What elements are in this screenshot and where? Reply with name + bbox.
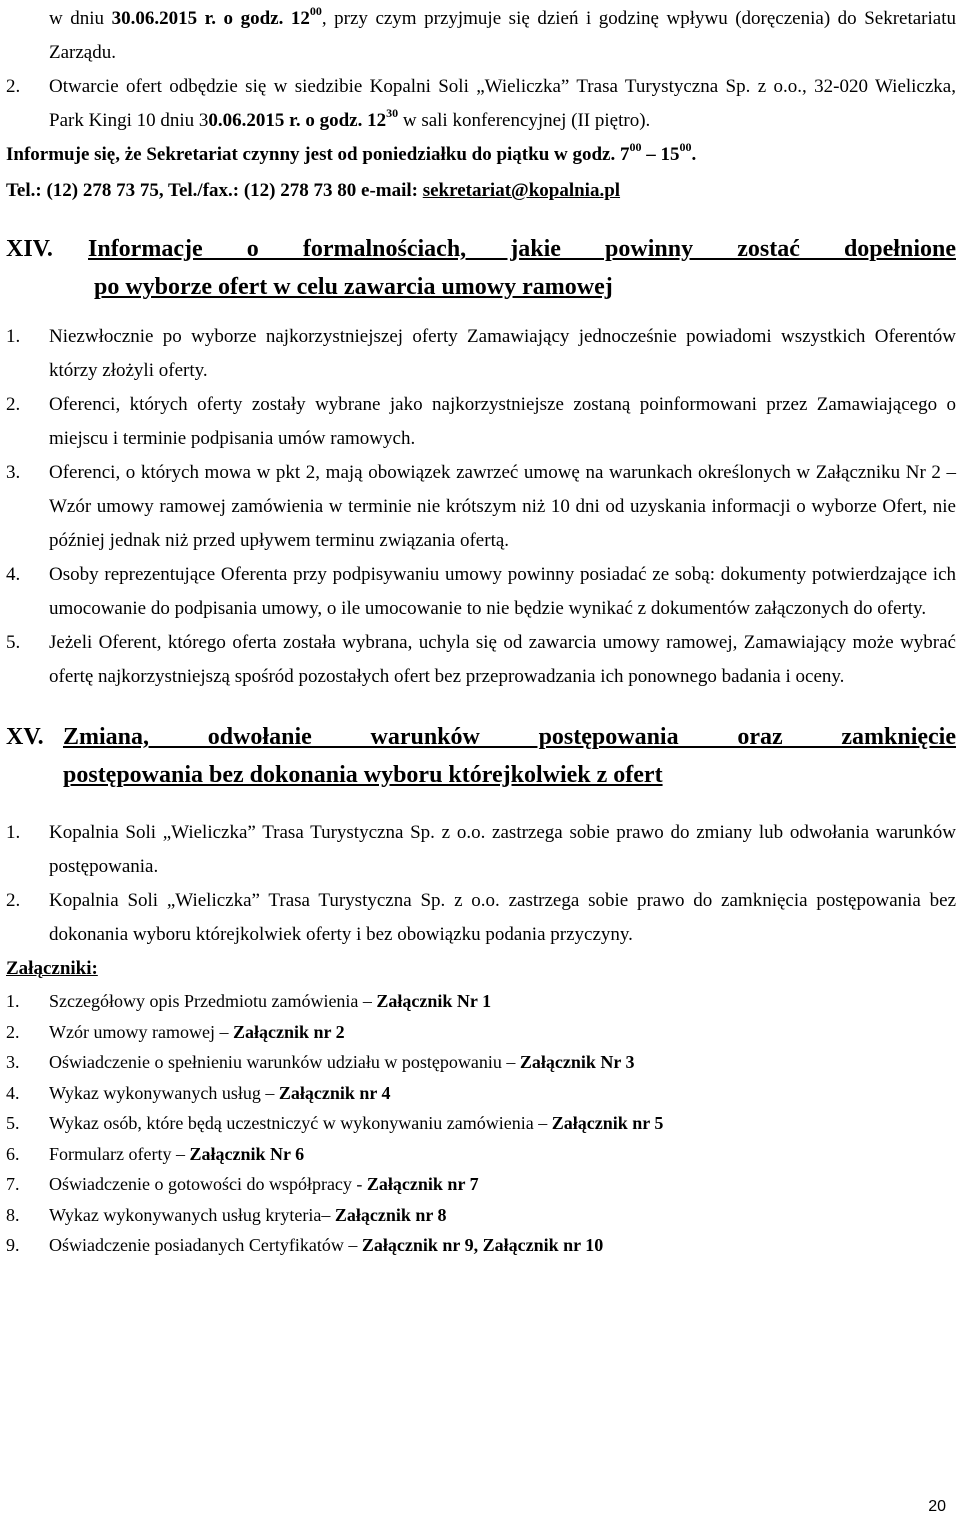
attachment-text: Oświadczenie o gotowości do współpracy - xyxy=(49,1174,367,1194)
attachment-ref: Załącznik nr 9, Załącznik nr 10 xyxy=(361,1235,604,1255)
opening-text-a: Otwarcie ofert odbędzie się w siedzibie Kopalni Soli „Wieliczka” Trasa Turystyczna Sp. z o.o., 32-020 Wieliczka, Park Kingi 10 dniu 3 xyxy=(49,76,956,131)
list-item xyxy=(6,320,956,388)
list-item-text: Jeżeli Oferent, którego oferta została wybrana, uchyla się od zawarcia umowy ramowej, Zamawiający może wybrać ofertę najkorzystniejszą spośród pozostałych ofert bez przeprowadzania ich ponownego badania i oceny. xyxy=(49,632,956,687)
contact-line xyxy=(6,174,956,208)
list-item-number: 4. xyxy=(6,564,21,585)
attachment-ref: Załącznik nr 5 xyxy=(551,1113,664,1133)
attachment-item xyxy=(6,986,956,1017)
list-item-number: 2. xyxy=(6,394,21,415)
email-link[interactable]: sekretariat@kopalnia.pl xyxy=(422,180,621,201)
list-item-number: 5. xyxy=(6,632,21,653)
attachment-item xyxy=(6,1200,956,1231)
attachment-text: Formularz oferty – xyxy=(49,1143,190,1164)
attachment-ref: Załącznik Nr 6 xyxy=(189,1143,305,1164)
attachment-item xyxy=(6,1230,956,1261)
opening-sup: 30 xyxy=(386,105,399,120)
attachment-text: Wzór umowy ramowej – xyxy=(49,1021,233,1042)
section-xv-title-line2: postępowania bez dokonania wyboru którejkolwiek z ofert xyxy=(63,762,663,788)
list-item-number: 2. xyxy=(6,890,21,911)
attachment-text: Oświadczenie posiadanych Certyfikatów – xyxy=(49,1235,362,1255)
hours-sup-end: 00 xyxy=(679,139,692,154)
intro-date: 30.06.2015 r. o godz. 12 xyxy=(111,8,310,29)
attachment-ref: Załącznik nr 2 xyxy=(232,1021,345,1042)
attachments-heading: Załączniki: xyxy=(6,958,98,979)
list-item-text: Niezwłocznie po wyborze najkorzystniejszej oferty Zamawiający jednocześnie powiadomi wszystkich Oferentów którzy złożyli oferty. xyxy=(49,326,956,381)
attachment-number: 9. xyxy=(6,1235,20,1255)
list-item xyxy=(6,626,956,694)
section-xiv-list xyxy=(6,320,956,694)
section-xiv-number: XIV. xyxy=(6,236,53,262)
attachment-ref: Załącznik nr 7 xyxy=(366,1174,479,1194)
list-item xyxy=(6,558,956,626)
list-item xyxy=(6,816,956,884)
attachment-number: 4. xyxy=(6,1082,20,1103)
list-item-number: 1. xyxy=(6,326,21,347)
attachment-text: Wykaz wykonywanych usług – xyxy=(49,1082,279,1103)
attachment-text: Szczegółowy opis Przedmiotu zamówienia – xyxy=(49,991,377,1011)
attachment-ref: Załącznik nr 4 xyxy=(278,1082,391,1103)
section-xv-title-line1: Zmiana, odwołanie warunków postępowania oraz zamknięcie xyxy=(63,724,956,750)
attachment-number: 3. xyxy=(6,1052,20,1072)
list-item-number: 1. xyxy=(6,822,21,843)
list-item xyxy=(6,456,956,558)
attachment-number: 7. xyxy=(6,1174,20,1194)
section-xv-number: XV. xyxy=(6,724,44,750)
attachment-number: 8. xyxy=(6,1204,20,1225)
list-item-text: Oferenci, o których mowa w pkt 2, mają obowiązek zawrzeć umowę na warunkach określonych w Załączniku Nr 2 – Wzór umowy ramowej zamówienia w terminie nie krótszym niż 10 dni od uzyskania informacji o wyborze Ofert, nie później jednak niż przed upływem terminu związania ofertą. xyxy=(49,462,956,551)
list-item-number: 3. xyxy=(6,462,21,483)
attachment-number: 1. xyxy=(6,991,20,1011)
attachment-ref: Załącznik Nr 3 xyxy=(519,1052,635,1072)
section-xiv-heading xyxy=(6,230,956,306)
section-xiv-title-line1: Informacje o formalnościach, jakie powinny zostać dopełnione xyxy=(88,236,956,262)
attachment-item xyxy=(6,1139,956,1170)
attachment-number: 2. xyxy=(6,1021,20,1042)
section-xv-list xyxy=(6,816,956,952)
list-item-text: Kopalnia Soli „Wieliczka” Trasa Turystyczna Sp. z o.o. zastrzega sobie prawo do zamknięcia postępowania bez dokonania wyboru którejkolwiek oferty i bez obowiązku podania przyczyny. xyxy=(49,890,956,945)
attachment-item xyxy=(6,1047,956,1078)
office-hours xyxy=(6,138,956,172)
list-item-text: Kopalnia Soli „Wieliczka” Trasa Turystyczna Sp. z o.o. zastrzega sobie prawo do zmiany lub odwołania warunków postępowania. xyxy=(49,822,956,877)
page-number: 20 xyxy=(928,1498,946,1515)
list-item-text: Osoby reprezentujące Oferenta przy podpisywaniu umowy powinny posiadać ze sobą: dokumenty potwierdzające ich umocowanie do podpisania umowy, o ile umocowanie to nie będzie wynikać z dokumentów załączonych do oferty. xyxy=(49,564,956,619)
document-page xyxy=(6,2,956,1261)
attachment-item xyxy=(6,1017,956,1048)
list-item-text: Oferenci, których oferty zostały wybrane jako najkorzystniejsze zostaną poinformowani przez Zamawiającego o miejscu i terminie podpisania umów ramowych. xyxy=(49,394,956,449)
hours-dash: – 15 xyxy=(641,144,680,165)
attachments-list xyxy=(6,986,956,1261)
attachment-number: 6. xyxy=(6,1143,20,1164)
section-xv-heading xyxy=(6,718,956,794)
opening-text-b: w sali konferencyjnej (II piętro). xyxy=(398,110,651,131)
opening-paragraph xyxy=(6,70,956,138)
intro-sup: 00 xyxy=(309,3,322,18)
list-item xyxy=(6,388,956,456)
attachment-item xyxy=(6,1169,956,1200)
hours-text: Informuje się, że Sekretariat czynny jest od poniedziałku do piątku w godz. 7 xyxy=(6,144,630,165)
attachment-ref: Załącznik nr 8 xyxy=(334,1204,447,1225)
attachment-item xyxy=(6,1108,956,1139)
hours-end: . xyxy=(691,144,697,165)
opening-date: 0.06.2015 r. o godz. 12 xyxy=(208,110,387,131)
attachment-text: Wykaz wykonywanych usług kryteria– xyxy=(49,1204,335,1225)
attachment-ref: Załącznik Nr 1 xyxy=(376,991,492,1011)
intro-text-a: w dniu xyxy=(49,8,112,29)
attachment-number: 5. xyxy=(6,1113,20,1133)
attachment-text: Wykaz osób, które będą uczestniczyć w wykonywaniu zamówienia – xyxy=(49,1113,552,1133)
attachment-text: Oświadczenie o spełnieniu warunków udziału w postępowaniu – xyxy=(49,1052,520,1072)
opening-number: 2. xyxy=(6,76,21,97)
intro-paragraph xyxy=(6,2,956,70)
intro-text-b: , przy czym przyjmuje się dzień i godzinę wpływu (doręczenia) do Sekretariatu Zarządu. xyxy=(49,8,956,63)
contact-text: Tel.: (12) 278 73 75, Tel./fax.: (12) 278 73 80 e-mail: xyxy=(6,180,423,201)
list-item xyxy=(6,884,956,952)
attachment-item xyxy=(6,1078,956,1109)
hours-sup-start: 00 xyxy=(629,139,642,154)
section-xiv-title-line2: po wyborze ofert w celu zawarcia umowy ramowej xyxy=(94,274,613,300)
